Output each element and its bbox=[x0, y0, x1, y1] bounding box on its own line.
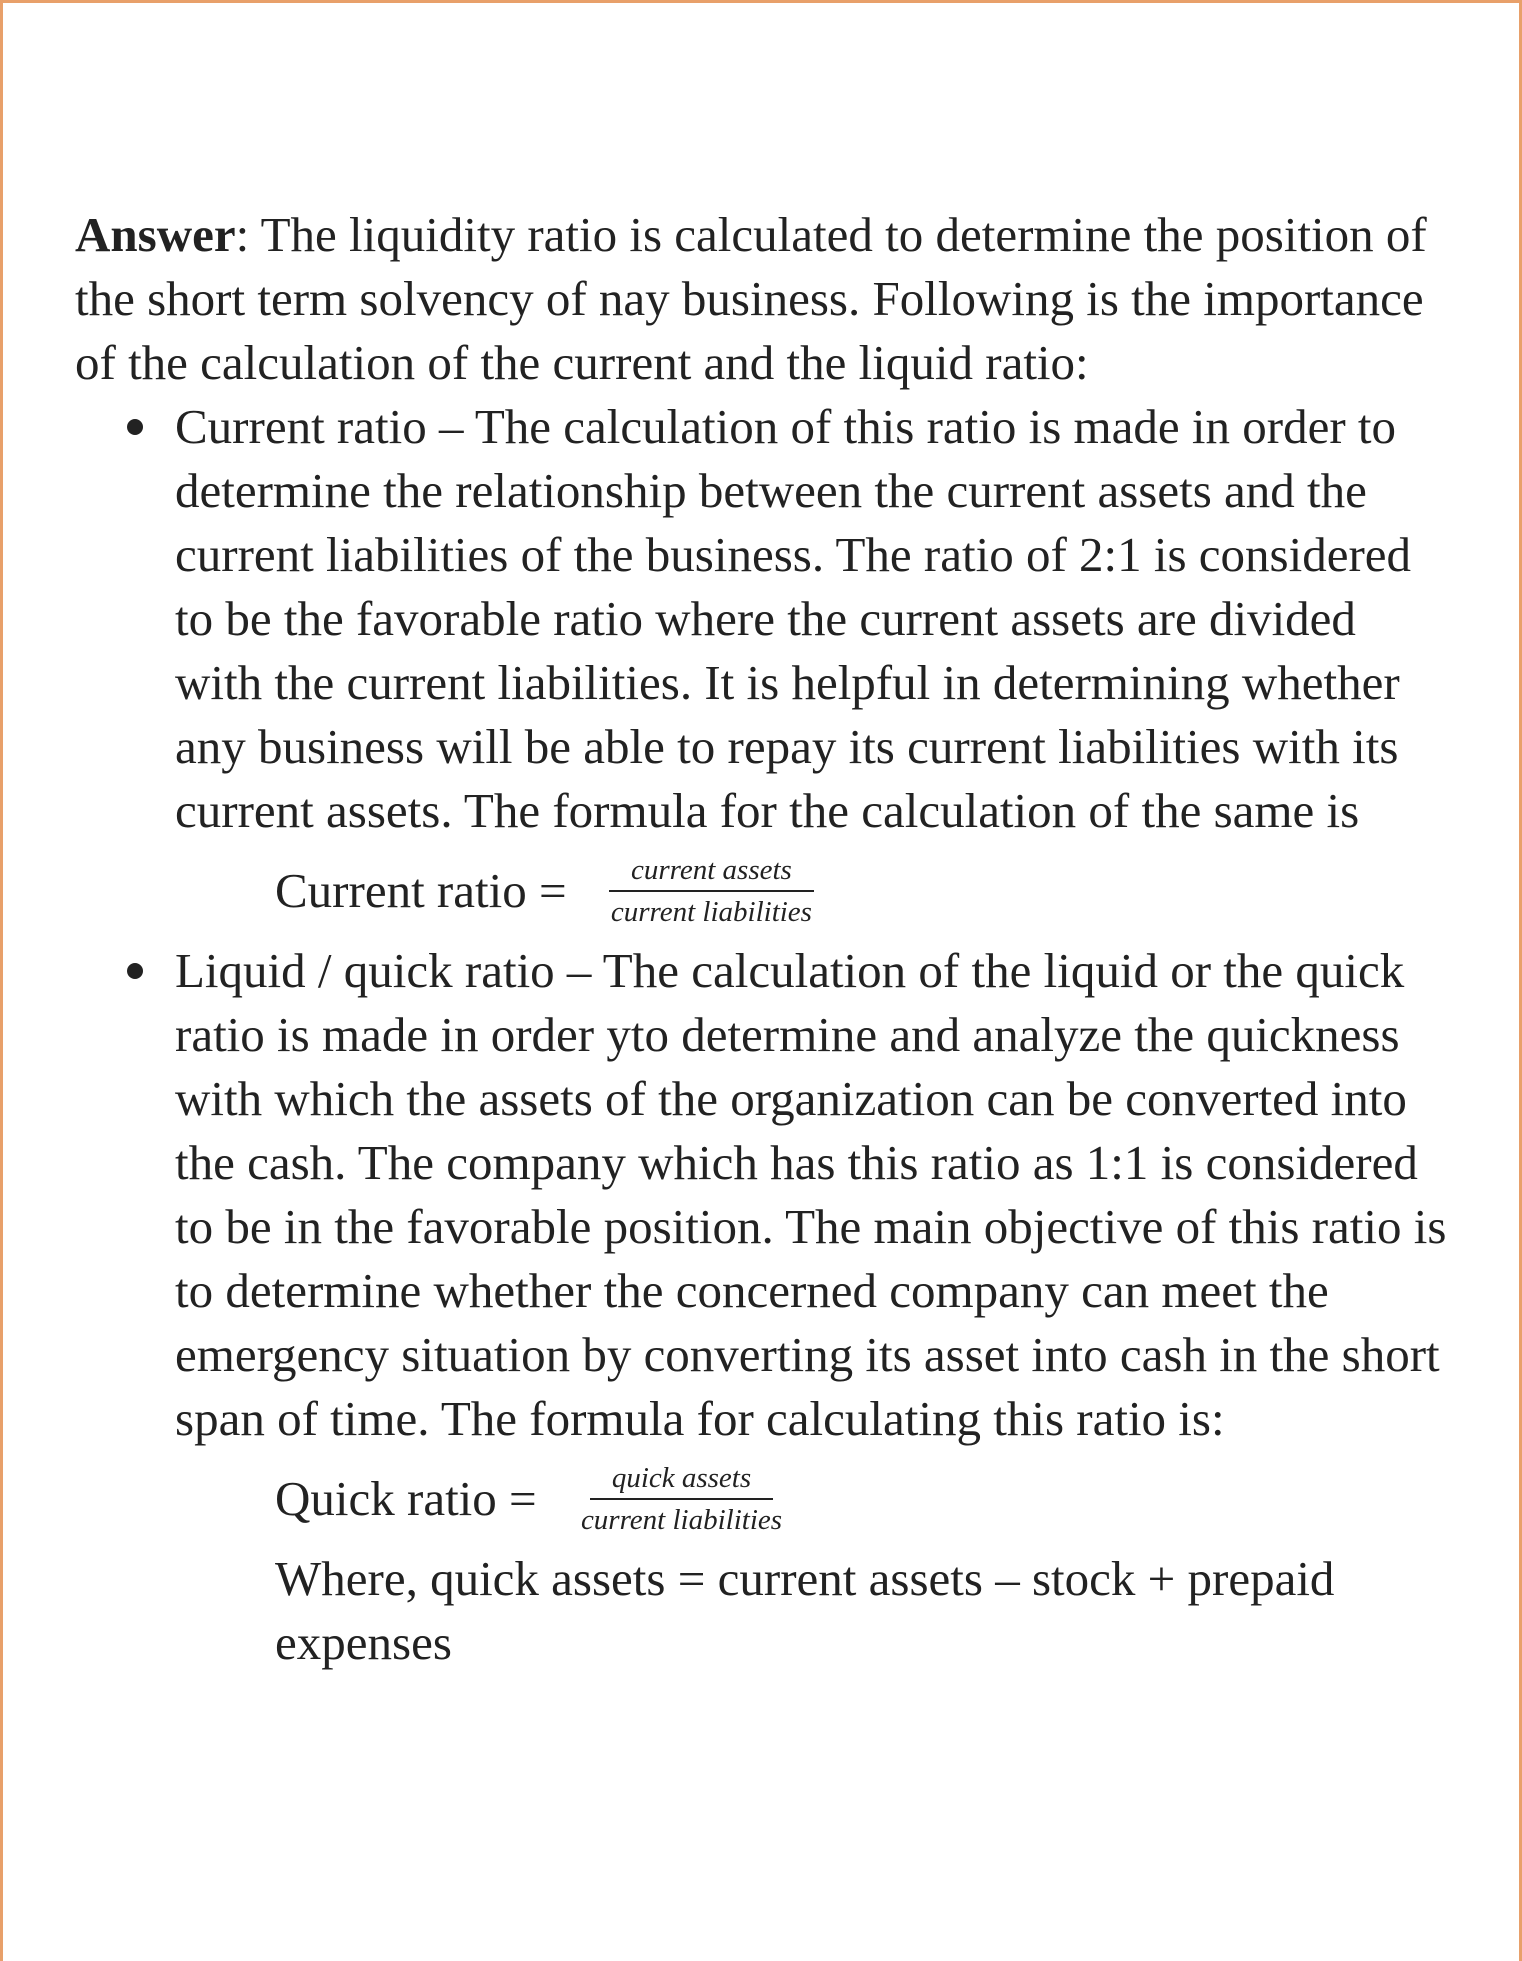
fraction bbox=[597, 853, 826, 929]
list-item-current-ratio bbox=[75, 395, 1455, 939]
formula-lhs: Current ratio = bbox=[275, 863, 579, 918]
current-ratio-formula bbox=[275, 843, 1455, 939]
quick-ratio-formula bbox=[275, 1451, 1455, 1547]
fraction-numerator: current assets bbox=[609, 853, 814, 892]
bullet-icon bbox=[127, 963, 143, 979]
formula-lhs: Quick ratio = bbox=[275, 1471, 549, 1526]
fraction-denominator: current liabilities bbox=[610, 896, 812, 928]
answer-intro-text: : The liquidity ratio is calculated to determine the position of the short term solvency of nay business. Following is the importance of the calculation of the current and the liquid ratio: bbox=[75, 207, 1427, 390]
list-item-quick-ratio bbox=[75, 939, 1455, 1675]
fraction-denominator: current liabilities bbox=[580, 1504, 783, 1536]
fraction bbox=[567, 1461, 796, 1537]
answer-intro bbox=[75, 203, 1455, 395]
bullet-icon bbox=[127, 419, 143, 435]
fraction-numerator: quick assets bbox=[590, 1461, 773, 1500]
quick-assets-definition: Where, quick assets = current assets – stock + prepaid expenses bbox=[275, 1551, 1335, 1670]
ratio-list bbox=[75, 395, 1455, 1675]
answer-label: Answer bbox=[75, 207, 236, 262]
quick-ratio-text: Liquid / quick ratio – The calculation of the liquid or the quick ratio is made in order yto determine and analyze the quickness with which the assets of the organization can be converted into the cash. The company which has this ratio as 1:1 is considered to be in the favorable position. The main objective of this ratio is to determine whether the concerned company can meet the emergency situation by converting its asset into cash in the short span of time. The formula for calculating this ratio is: bbox=[175, 943, 1447, 1446]
current-ratio-text: Current ratio – The calculation of this ratio is made in order to determine the relationship between the current assets and the current liabilities of the business. The ratio of 2:1 is considered to be the favorable ratio where the current assets are divided with the current liabilities. It is helpful in determining whether any business will be able to repay its current liabilities with its current assets. The formula for the calculation of the same is bbox=[175, 399, 1412, 838]
answer-body bbox=[75, 203, 1455, 1675]
